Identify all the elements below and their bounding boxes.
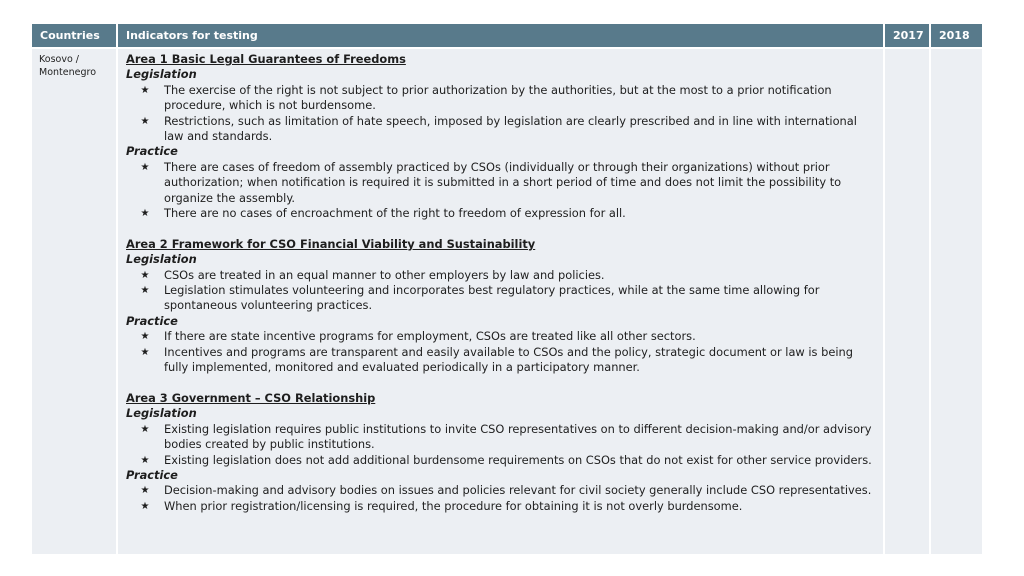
list-item: ★ There are cases of freedom of assembly practiced by CSOs (individually or through their organizations) without prior authorization; when notification is required it is submitted in a short period of time and does not limit the possibility to organize the assembly.: [126, 160, 883, 206]
star-bullet-icon: ★: [140, 331, 150, 343]
list-item: ★ When prior registration/licensing is required, the procedure for obtaining it is not overly burdensome.: [126, 499, 883, 514]
list-item: ★ Restrictions, such as limitation of hate speech, imposed by legislation are clearly prescribed and in line with international law and standards.: [126, 114, 883, 145]
legislation-label: Legislation: [126, 406, 197, 421]
indicators-table: [32, 24, 986, 554]
list-item: ★ There are no cases of encroachment of the right to freedom of expression for all.: [126, 206, 883, 221]
area-title: Area 3 Government – CSO Relationship: [126, 390, 376, 405]
list-item: ★ Legislation stimulates volunteering and incorporates best regulatory practices, while at the same time allowing for spontaneous volunteering practices.: [126, 283, 883, 314]
practice-label: Practice: [126, 144, 178, 159]
header-2018: 2018: [931, 24, 982, 47]
star-bullet-icon: ★: [140, 84, 150, 96]
header-2017: 2017: [885, 24, 931, 47]
area-title: Area 1 Basic Legal Guarantees of Freedoms: [126, 52, 406, 66]
star-bullet-icon: ★: [140, 115, 150, 127]
list-item: ★ Existing legislation requires public institutions to invite CSO representatives on to different decision-making and/or advisory bodies created by public institutions.: [126, 422, 883, 453]
header-countries: Countries: [32, 24, 118, 47]
cell-2018: [931, 49, 982, 554]
practice-label: Practice: [126, 313, 178, 328]
star-bullet-icon: ★: [140, 269, 150, 281]
list-item: ★ The exercise of the right is not subject to prior authorization by the authorities, but at the most to a prior notification procedure, which is not burdensome.: [126, 83, 883, 114]
star-bullet-icon: ★: [140, 346, 150, 358]
country-cell: Kosovo / Montenegro: [32, 49, 118, 554]
list-item: ★ Existing legislation does not add additional burdensome requirements on CSOs that do not exist for other service providers.: [126, 453, 883, 468]
star-bullet-icon: ★: [140, 208, 150, 220]
list-item: ★ Incentives and programs are transparent and easily available to CSOs and the policy, strategic document or law is being fully implemented, monitored and evaluated periodically in a participatory manner.: [126, 345, 883, 376]
star-bullet-icon: ★: [140, 454, 150, 466]
practice-label: Practice: [126, 467, 178, 482]
star-bullet-icon: ★: [140, 161, 150, 173]
list-item: ★ CSOs are treated in an equal manner to other employers by law and policies.: [126, 268, 883, 283]
indicators-cell: [118, 49, 885, 554]
star-bullet-icon: ★: [140, 285, 150, 297]
legislation-label: Legislation: [126, 252, 197, 267]
legislation-label: Legislation: [126, 67, 197, 82]
list-item: ★ Decision-making and advisory bodies on issues and policies relevant for civil society generally include CSO representatives.: [126, 483, 883, 498]
table-header: [32, 24, 986, 47]
header-indicators: Indicators for testing: [118, 24, 885, 47]
star-bullet-icon: ★: [140, 485, 150, 497]
star-bullet-icon: ★: [140, 500, 150, 512]
table-row: [32, 49, 986, 554]
list-item: ★ If there are state incentive programs for employment, CSOs are treated like all other sectors.: [126, 329, 883, 344]
star-bullet-icon: ★: [140, 423, 150, 435]
area-title: Area 2 Framework for CSO Financial Viability and Sustainability: [126, 236, 536, 251]
cell-2017: [885, 49, 931, 554]
